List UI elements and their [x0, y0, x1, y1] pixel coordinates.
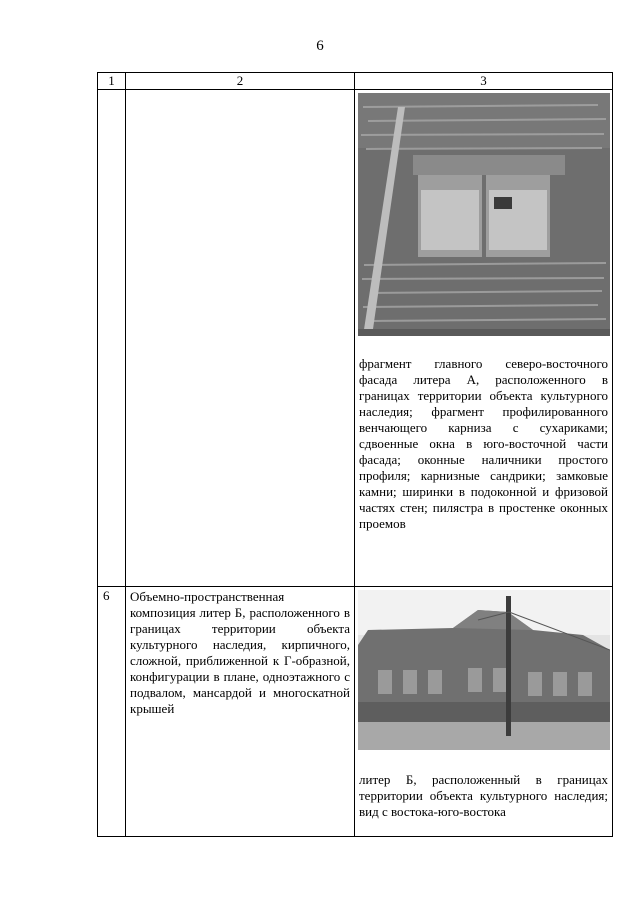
row-description: Объемно-пространственная композиция литер Б, расположенного в границах территории объекта культурного наследия, кирпичного, сложной, приближенной к Г-образной, конфигурации в плане, одноэтажного с подвалом, мансардой и многоскатной крышей: [126, 587, 355, 837]
photo-caption: литер Б, расположенный в границах территории объекта культурного наследия; вид с востока-юго-востока: [359, 772, 608, 819]
column-header-3: 3: [355, 73, 613, 90]
row-photo-cell: [355, 90, 613, 587]
row-photo-cell: [355, 587, 613, 837]
monument-elements-table: [97, 72, 613, 837]
table-row: [98, 587, 613, 837]
table-header-row: [98, 73, 613, 90]
photo-caption: фрагмент главного северо-восточного фасада литера А, расположенного в границах территории объекта культурного наследия; фрагмент профилированного венчающего карниза с сухариками; сдвоенные окна в юго-восточной части фасада; оконные наличники простого профиля; карнизные сандрики; замковые камни; ширинки в подоконной и фризовой частях стен; пилястра в простенке оконных проемов: [359, 356, 608, 531]
row-number: 6: [98, 587, 126, 837]
row-description: [126, 90, 355, 587]
table-row: [98, 90, 613, 587]
page-number: 6: [316, 38, 324, 54]
building-view-photo: [358, 590, 610, 750]
row-number: [98, 90, 126, 587]
column-header-2: 2: [126, 73, 355, 90]
column-header-1: 1: [98, 73, 126, 90]
facade-fragment-photo: [358, 93, 610, 336]
